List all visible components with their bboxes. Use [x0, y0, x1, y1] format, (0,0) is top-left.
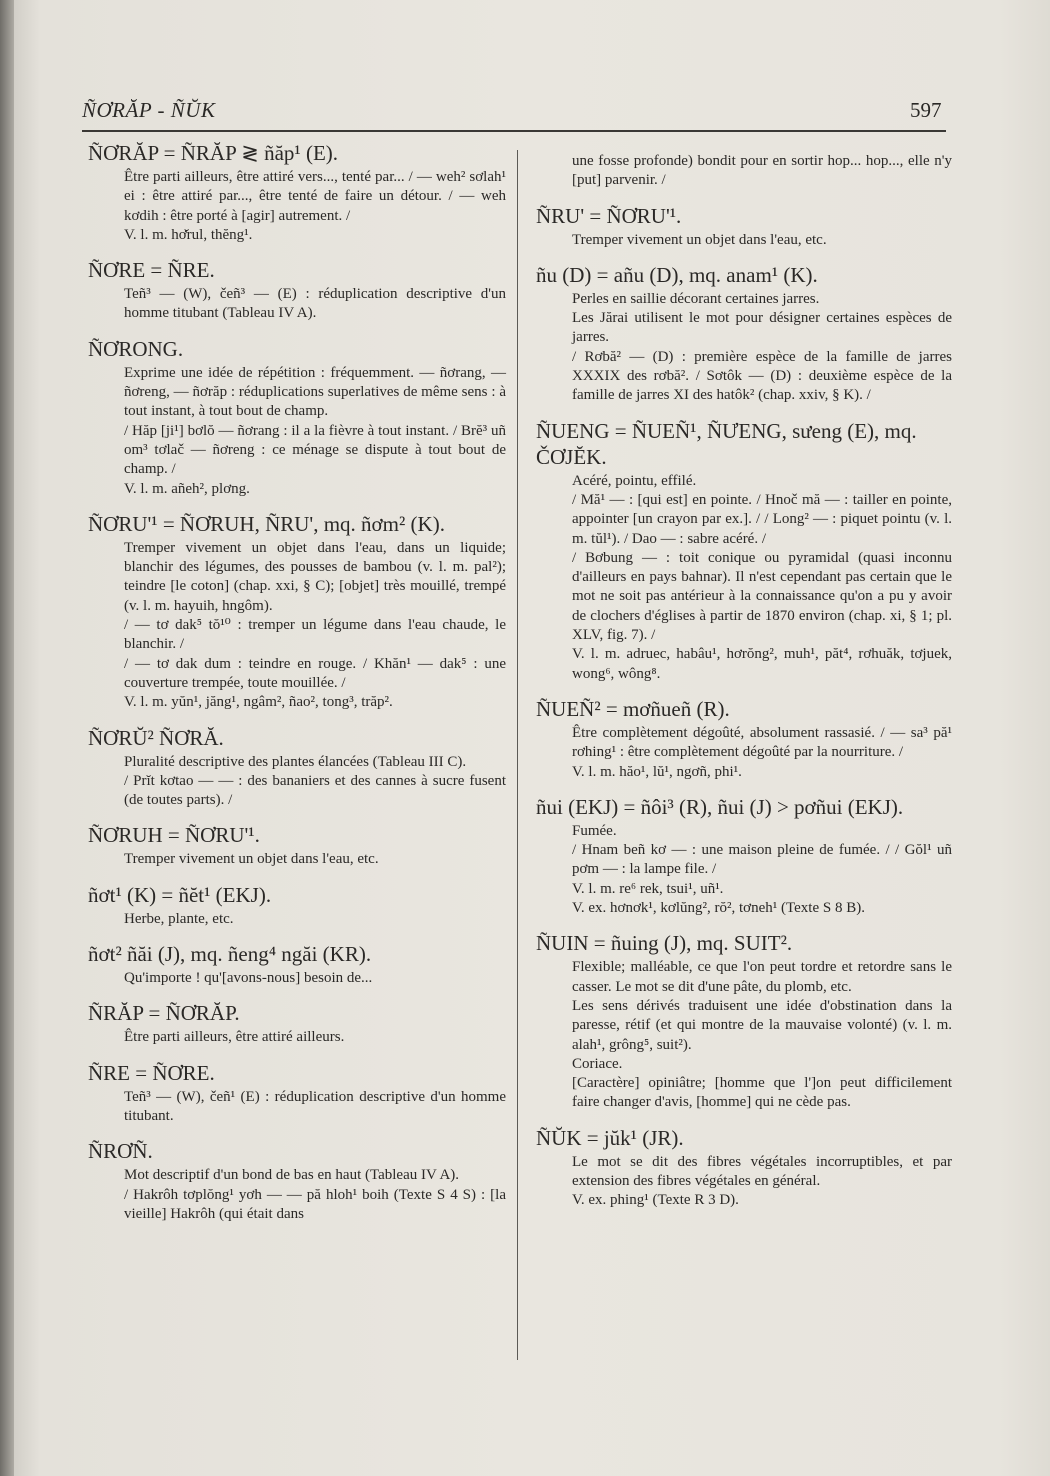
book-binding-shadow [0, 0, 14, 1476]
definition-paragraph: / — tơ dak⁵ tŏ¹⁰ : tremper un légume dans l'eau chaude, le blanchir. / [124, 617, 506, 653]
definition-paragraph: Fumée. [572, 822, 617, 839]
entry-spacer [88, 929, 506, 941]
dictionary-entry [88, 1000, 506, 1047]
entry-headword: ÑƠRU'¹ = ÑƠRUH, ÑRU', mq. ñơm² (K). [88, 511, 445, 536]
entry-definition [572, 822, 952, 918]
column-divider [517, 150, 518, 1360]
definition-paragraph: V. l. m. re⁶ rek, tsui¹, uñ¹. [572, 880, 724, 897]
entry-spacer [536, 1211, 952, 1223]
entry-headword: ÑŬK = jŭk¹ (JR). [536, 1125, 684, 1150]
definition-paragraph: Tremper vivement un objet dans l'eau, dans un liquide; blanchir des légumes, des pousses de bambou (v. l. m. pal²); teindre [le coton] (chap. xxi, § C); [objet] très mouillé, trempé (v. l. m. hayuih, hngôm). [124, 539, 506, 614]
entry-definition [124, 1166, 506, 1224]
entry-spacer [88, 870, 506, 882]
definition-paragraph: Le mot se dit des fibres végétales incorruptibles, et par extension des fibres végétales en général. [572, 1153, 952, 1189]
left-column [88, 140, 506, 1236]
definition-paragraph: Être parti ailleurs, être attiré ailleurs. [124, 1029, 345, 1046]
dictionary-entry [536, 696, 952, 782]
definition-paragraph: Teñ³ — (W), čeñ¹ (E) : réduplication descriptive d'un homme titubant. [124, 1088, 506, 1124]
definition-paragraph: V. ex. phing¹ (Texte R 3 D). [572, 1192, 739, 1209]
entry-definition [124, 850, 506, 869]
definition-paragraph: / — tơ dak dum : teindre en rouge. / Khăn¹ — dak⁵ : une couverture trempée, toute mouillée. / [124, 655, 506, 691]
definition-paragraph: Mot descriptif d'un bond de bas en haut (Tableau IV A). [124, 1167, 460, 1184]
dictionary-entry [88, 882, 506, 929]
page-number: 597 [910, 98, 942, 122]
definition-paragraph: V. l. m. yŭn¹, jăng¹, ngâm², ñao², tong³, trăp². [124, 694, 393, 711]
definition-paragraph: Herbe, plante, etc. [124, 910, 234, 927]
entry-definition [572, 290, 952, 406]
right-column [536, 152, 952, 1223]
header-rule [82, 130, 946, 132]
dictionary-entry [88, 257, 506, 324]
definition-paragraph: / Hnam beñ kơ — : une maison pleine de fumée. / / Gŏl¹ uñ pơm — : la lampe file. / [572, 842, 952, 878]
definition-paragraph: V. l. m. adruec, habâu¹, hơrŏng², muh¹, păt⁴, rơhuăk, tơjuek, wong⁶, wông⁸. [572, 646, 952, 682]
definition-paragraph: Les sens dérivés traduisent une idée d'obstination dans la paresse, rétif (et qui montre de la mauvaise volonté) (v. l. m. alah¹, grông⁵, suit²). [572, 997, 952, 1053]
entry-definition [124, 285, 506, 324]
running-header-title: ÑƠRĂP - ÑŬK [82, 98, 216, 122]
entry-spacer [88, 499, 506, 511]
entry-spacer [536, 684, 952, 696]
dictionary-entry [536, 262, 952, 406]
entry-spacer [536, 782, 952, 794]
entry-spacer [88, 1048, 506, 1060]
entry-definition [572, 231, 952, 250]
definition-paragraph: Flexible; malléable, ce que l'on peut tordre et retordre sans le casser. Le mot se dit d'une pâte, du plomb, etc. [572, 959, 952, 995]
definition-paragraph: / Bơbung — : toit conique ou pyramidal (quasi inconnu d'ailleurs en pays bahnar). Il n'est cependant pas certain que le mot ne soit pas antérieur à la connaissance qu'on a pu y avoir de clochers d'églises à partir de 1870 environ (chap. xi, § 1; pl. XLV, fig. 7). / [572, 549, 952, 644]
entry-definition [572, 724, 952, 782]
entry-headword: ÑƠRŬ² ÑƠRĂ. [88, 725, 224, 750]
entry-headword: ÑƠRĂP = ÑRĂP ≷ ñăp¹ (E). [88, 141, 339, 165]
entry-headword: ñơt¹ (K) = ñĕt¹ (EKJ). [88, 882, 272, 907]
entry-definition [124, 753, 506, 811]
entry-headword: ÑƠRE = ÑRE. [88, 258, 215, 283]
entry-definition [124, 539, 506, 713]
dictionary-entry [88, 336, 506, 499]
entry-spacer [536, 1113, 952, 1125]
definition-paragraph: V. l. m. añeh², plơng. [124, 480, 250, 497]
entry-definition [572, 958, 952, 1112]
entry-definition [124, 168, 506, 245]
definition-paragraph: Être complètement dégoûté, absolument rassasié. / — sa³ pă¹ rơhing¹ : être complètement dégoûté par la nourriture. / [572, 724, 952, 761]
entry-spacer [536, 918, 952, 930]
entry-spacer [88, 1224, 506, 1236]
entry-headword: ñu (D) = añu (D), mq. anam¹ (K). [536, 262, 818, 287]
entry-spacer [536, 191, 952, 203]
dictionary-entry [536, 1125, 952, 1211]
entry-spacer [88, 1126, 506, 1138]
entry-headword: ÑRĂP = ÑƠRĂP. [88, 1001, 240, 1026]
entry-headword: ÑRƠÑ. [88, 1139, 153, 1164]
definition-paragraph: Tremper vivement un objet dans l'eau, etc. [124, 851, 379, 868]
entry-headword: ÑRU' = ÑƠRU'¹. [536, 203, 682, 228]
definition-paragraph: une fosse profonde) bondit pour en sortir hop... hop..., elle n'y [put] parvenir. / [572, 153, 952, 189]
entry-spacer [88, 988, 506, 1000]
entry-headword: ÑUEÑ² = mơñueñ (R). [536, 696, 730, 721]
definition-paragraph: / Hăp [ji¹] bơlŏ — ñơrang : il a la fièvre à tout instant. / Brĕ³ uñ om³ tơlač — ñơreng : ce ménage se dispute à tout bout de champ. / [124, 422, 506, 478]
entry-definition [572, 472, 952, 684]
dictionary-entry [88, 725, 506, 811]
dictionary-entry [536, 418, 952, 684]
entry-spacer [88, 810, 506, 822]
definition-paragraph: [Caractère] opiniâtre; [homme que l']on peut difficilement faire changer d'avis, [homme] qui ne cède pas. [572, 1075, 952, 1111]
definition-paragraph: / Rơbă² — (D) : première espèce de la famille de jarres XXXIX des rơbă². / Sơtôk — (D) : deuxième espèce de la famille de jarres XI des hatôk² (chap. xxiv, § K). / [572, 348, 952, 404]
definition-paragraph: Pluralité descriptive des plantes élancées (Tableau III C). [124, 753, 467, 770]
entry-spacer [536, 250, 952, 262]
entry-spacer [88, 324, 506, 336]
dictionary-entry [536, 930, 952, 1112]
dictionary-entry [536, 794, 952, 918]
entry-headword: ÑUIN = ñuing (J), mq. SUIT². [536, 931, 793, 956]
definition-paragraph: / Mă¹ — : [qui est] en pointe. / Hnoč mă — : tailler en pointe, appointer [un crayon par ex.]. / / Long² — : piquet pointu (v. l. m. tŭl¹). / Dao — : sabre acéré. / [572, 491, 952, 547]
definition-paragraph: V. ex. hơnơk¹, kơlŭng², rŏ², tơneh¹ (Texte S 8 B). [572, 900, 865, 917]
definition-paragraph: Coriace. [572, 1055, 623, 1072]
definition-paragraph: Teñ³ — (W), čeñ³ — (E) : réduplication descriptive d'un homme titubant (Tableau IV A). [124, 286, 506, 322]
entry-spacer [536, 406, 952, 418]
entry-spacer [88, 245, 506, 257]
entry-definition [124, 364, 506, 499]
dictionary-entry [88, 511, 506, 713]
entry-headword: ÑƠRUH = ÑƠRU'¹. [88, 823, 260, 848]
entry-definition [124, 1028, 506, 1047]
entry-spacer [88, 713, 506, 725]
entry-definition [124, 969, 506, 988]
entry-headword: ñui (EKJ) = ñôi³ (R), ñui (J) > pơñui (EKJ). [536, 794, 904, 819]
definition-paragraph: Les Jărai utilisent le mot pour désigner certaines espèces de jarres. [572, 310, 952, 346]
definition-paragraph: Perles en saillie décorant certaines jarres. [572, 290, 820, 307]
entry-definition [124, 1088, 506, 1127]
dictionary-entry [88, 140, 506, 245]
entry-headword: ÑRE = ÑƠRE. [88, 1060, 215, 1085]
definition-paragraph: Tremper vivement un objet dans l'eau, etc. [572, 231, 827, 248]
dictionary-entry [88, 822, 506, 869]
definition-paragraph: / Prĭt kơtao — — : des bananiers et des cannes à sucre fusent (de toutes parts). / [124, 772, 506, 809]
dictionary-entry [88, 941, 506, 988]
definition-paragraph: / Hakrôh tơplŏng¹ yơh — — pă hloh¹ boih (Texte S 4 S) : [la vieille] Hakrôh (qui était dans [124, 1186, 506, 1222]
definition-paragraph: V. l. m. hơ̆rul, thĕng¹. [124, 226, 253, 243]
definition-paragraph: Exprime une idée de répétition : fréquemment. — ñơrang, — ñơreng, — ñơrăp : réduplications superlatives de même sens : à tout instant, à tout bout de champ. [124, 364, 506, 420]
definition-paragraph: Être parti ailleurs, être attiré vers..., tenté par... / — weh² sơlah¹ ei : être attiré par..., être tenté de faire un détour. / — weh kơdih : être porté à [agir] autrement. / [124, 169, 506, 224]
entry-definition [572, 152, 952, 191]
definition-paragraph: Qu'importe ! qu'[avons-nous] besoin de... [124, 970, 373, 987]
definition-paragraph: Acéré, pointu, effilé. [572, 472, 697, 489]
entry-definition [572, 1153, 952, 1211]
dictionary-entry [88, 1060, 506, 1127]
entry-headword: ÑƠRONG. [88, 336, 184, 361]
dictionary-entry [88, 1138, 506, 1224]
entry-headword: ñơt² ñăi (J), mq. ñeng⁴ ngăi (KR). [88, 942, 372, 967]
entry-headword: ÑUENG = ÑUEÑ¹, ÑƯENG, sưeng (E), mq. ČƠJĔK. [536, 418, 917, 469]
definition-paragraph: V. l. m. hăo¹, lŭ¹, ngơñ, phi¹. [572, 763, 742, 780]
entry-definition [124, 910, 506, 929]
dictionary-entry [536, 203, 952, 250]
dictionary-entry [536, 152, 952, 191]
